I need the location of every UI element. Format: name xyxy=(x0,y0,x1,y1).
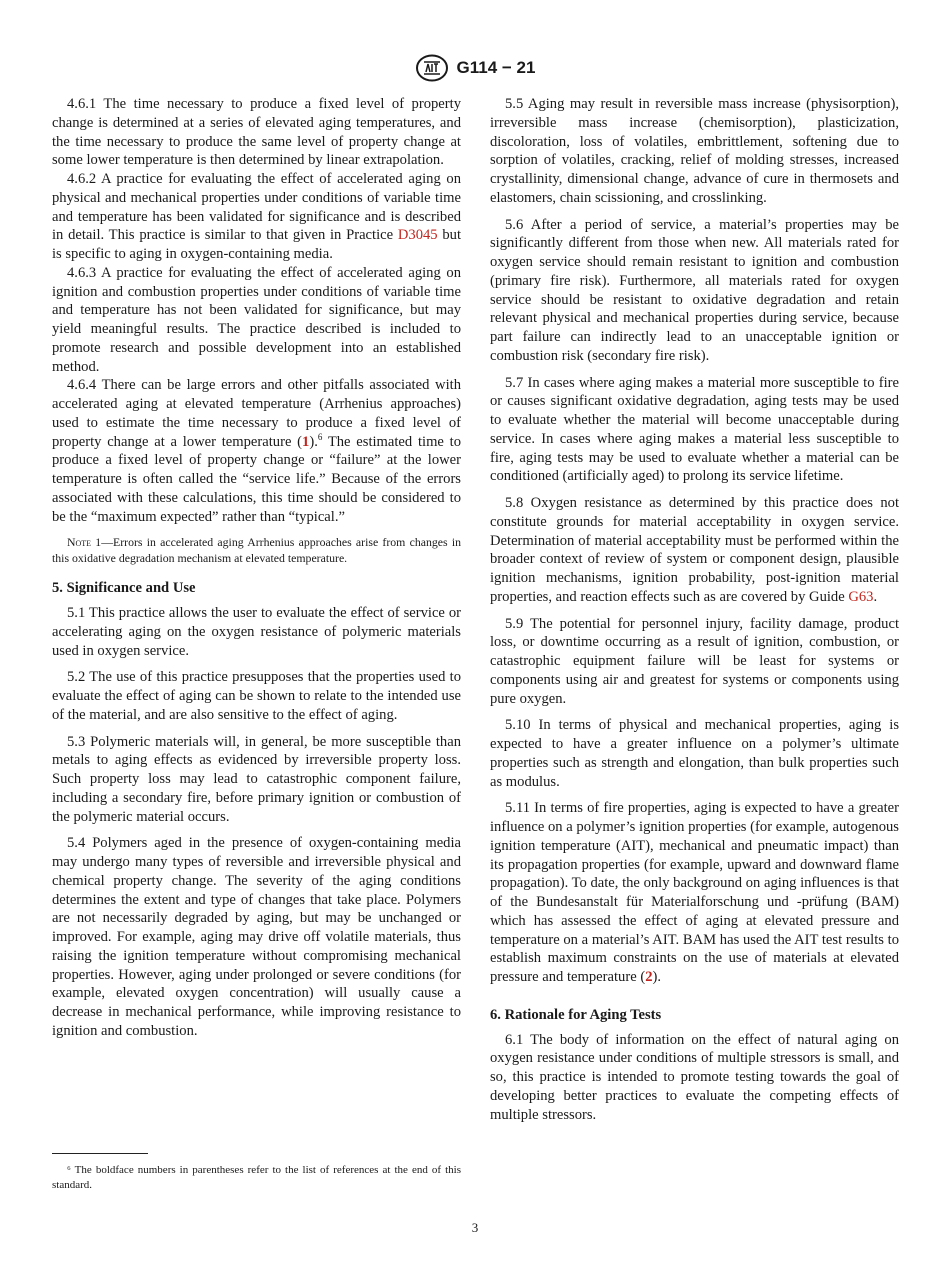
section-6-heading: 6. Rationale for Aging Tests xyxy=(490,1006,662,1023)
para-5-10: 5.10 In terms of physical and mechanical properties, aging is expected to have a greater influence on a polymer’s ultimate properties such as strength and elongation, than bulk properties such as modulus. xyxy=(490,717,899,790)
footnote-rule xyxy=(52,1153,148,1154)
para-4-6-2: 4.6.2 A practice for evaluating the effect of accelerated aging on physical and mechanical properties under conditions of variable time and temperature has been validated for significance and is described in detail. This practice is similar to that given in Practice D3045 but is specific to aging in oxygen-containing media. xyxy=(52,171,461,262)
para-5-1: 5.1 This practice allows the user to evaluate the effect of service or accelerating aging on the oxygen resistance of polymeric materials used in oxygen service. xyxy=(52,605,461,659)
page-number: 3 xyxy=(471,1220,479,1235)
para-5-11: 5.11 In terms of fire properties, aging is expected to have a greater influence on a polymer’s ignition properties (for example, autogenous ignition temperature (AIT), mechanical and pneumatic impact) than its propagation properties (for example, upward and downward flame propagation). To date, the only background on aging influences is that of the Bundesanstalt für Materialforschung und -prüfung (BAM) which has assessed the effect of aging at elevated pressure and temperature on a material’s AIT. BAM has used the AIT test results to establish maximum constraints on the use of materials at elevated pressure and temperature (2). xyxy=(490,800,899,985)
para-5-7: 5.7 In cases where aging makes a material more susceptible to fire or causes significant oxidative degradation, aging tests may be used to evaluate whether the material will become unacceptable during service. In cases where aging makes a material less susceptible to fire, aging tests may be used to evaluate whether a material can be conditioned (artificially aged) to prolong its service lifetime. xyxy=(490,374,899,485)
left-column xyxy=(52,95,461,1041)
para-4-6-4: 4.6.4 There can be large errors and other pitfalls associated with accelerated aging at elevated temperature (Arrhenius approaches) used to estimate the time necessary to produce a fixed level of property change at a lower temperature (1).$^6$ The estimated time to produce a fixed level of property change or “failure” at the lower temperature is often called the “service life.” Because of the errors associated with these calculations, this time should be considered to be the “maximum expected” rather than “typical.” xyxy=(52,377,461,525)
ref-1-link[interactable]: 1 xyxy=(302,433,310,450)
para-5-4: 5.4 Polymers aged in the presence of oxygen-containing media may undergo many types of reversible and irreversible physical and chemical property change. The severity of the aging conditions determines the extent and type of changes that take place. Polymers are not necessarily degraded by aging, but may be unchanged or improved. For example, aging may drive off volatile materials, thus raising the ignition temperature without compromising mechanical properties. However, aging under prolonged or severe conditions (for example, elevated oxygen concentration) will usually cause a decrease in mechanical performance, while improving resistance to ignition and combustion. xyxy=(52,835,461,1039)
footnote-marker[interactable]: 6 xyxy=(317,431,323,442)
para-5-2: 5.2 The use of this practice presupposes that the properties used to evaluate the effect of aging can be shown to relate to the intended use of the material, and are also sensitive to the effect of aging. xyxy=(52,669,461,723)
designation: G114 − 21 xyxy=(456,58,536,77)
para-5-9: 5.9 The potential for personnel injury, facility damage, product loss, or downtime occurring as a result of ignition, combustion, or catastrophic equipment failure will be least for systems or components using air and greatest for systems or components using pure oxygen. xyxy=(490,615,899,707)
para-5-6: 5.6 After a period of service, a material’s properties may be significantly different from those when new. All materials rated for oxygen service should remain resistant to ignition and combustion (primary fire risk). Furthermore, all materials rated for oxygen service should be resistant to oxidative degradation and retain relevant physical and mechanical properties during service, because part failure can indirectly lead to an unacceptable ignition or combustion risk (secondary fire risk). xyxy=(490,216,899,364)
link-d3045[interactable]: D3045 xyxy=(397,227,438,244)
para-4-6-3: 4.6.3 A practice for evaluating the effect of accelerated aging on ignition and combustion properties under conditions of variable time and temperature has not been validated for significance, but may yield meaningful results. The practice described is included to promote research and possible development into an established method. xyxy=(52,264,461,375)
para-6-1: 6.1 The body of information on the effect of natural aging on oxygen resistance under conditions of multiple stressors is small, and so, this practice is intended to promote testing towards the goal of developing better practices to evaluate the competing effects of multiple stressors. xyxy=(490,1031,899,1123)
para-5-5: 5.5 Aging may result in reversible mass increase (physisorption), irreversible mass increase (chemisorption), plasticization, discoloration, loss of volatiles, embrittlement, softening due to sorption of volatiles, cracking, relief of molding stresses, increased crystallinity, dimensional change, advance of cure in thermosets and elastomers, chain scissioning, and crosslinking. xyxy=(490,96,899,206)
right-column xyxy=(490,95,899,1124)
footnote-6: ⁶ The boldface numbers in parentheses refer to the list of references at the end of this standard. xyxy=(52,1164,461,1191)
section-5-heading: 5. Significance and Use xyxy=(52,580,196,597)
para-5-8: 5.8 Oxygen resistance as determined by this practice does not constitute grounds for material acceptability in oxygen service. Determination of material acceptability must be performed within the broader context of review of system or component design, plausible ignition mechanisms, ignition probability, post-ignition material properties, and reaction effects such as are covered by Guide G63. xyxy=(490,495,899,605)
note-1: Note 1—Errors in accelerated aging Arrhenius approaches arise from changes in this oxidative degradation mechanism at elevated temperature. xyxy=(52,535,461,565)
para-4-6-1: 4.6.1 The time necessary to produce a fixed level of property change is determined at a series of elevated aging temperatures, and the time necessary to produce the same level of property change at some lower temperature is then determined by linear extrapolation. xyxy=(52,96,461,169)
ref-2-link[interactable]: 2 xyxy=(645,969,653,985)
astm-logo-icon xyxy=(415,54,449,82)
link-g63[interactable]: G63 xyxy=(848,588,874,605)
para-5-3: 5.3 Polymeric materials will, in general, be more susceptible than metals to aging effects as evidenced by irreversible property loss. Such property loss may lead to catastrophic component failure, including a secondary fire, before primary ignition or combustion of the polymeric material occurs. xyxy=(52,733,461,825)
page-header xyxy=(0,54,950,82)
